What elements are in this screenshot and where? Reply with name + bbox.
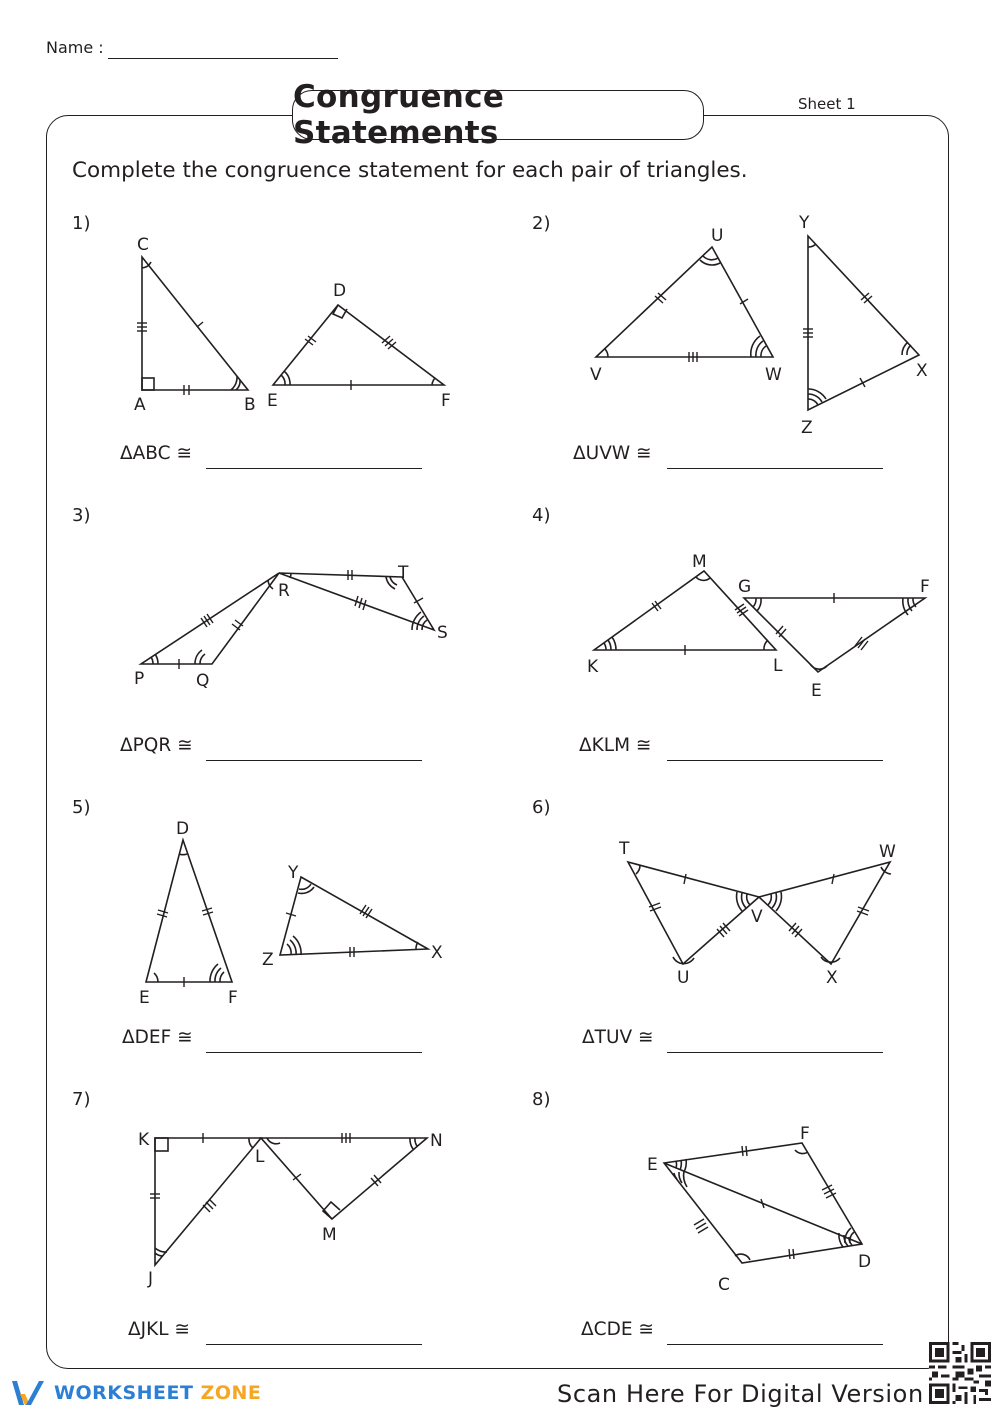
congruence-statement: ΔKLM ≅ [579,735,652,756]
triangle-gfe [744,593,925,672]
problem-number: 7) [72,1089,91,1110]
congruence-statement: ΔPQR ≅ [120,735,193,756]
vertex-label: J [148,1269,154,1289]
congruence-statement: ΔABC ≅ [120,443,192,464]
triangle-abc [137,257,248,395]
vertex-label: A [134,395,146,415]
triangle-def-5 [146,840,232,987]
vertex-label: R [278,581,290,601]
vertex-label: X [826,968,838,988]
sheet-label: Sheet 1 [798,95,856,113]
vertex-label: F [800,1124,810,1144]
triangle-rts [279,570,434,630]
problem-number: 5) [72,797,91,818]
vertex-label: W [765,365,782,385]
vertex-label: N [430,1131,443,1151]
instructions: Complete the congruence statement for each pair of triangles. [72,158,748,183]
vertex-label: P [134,669,145,689]
qr-code-icon[interactable] [929,1342,991,1404]
name-label: Name : [46,38,104,57]
vertex-label: D [858,1252,872,1272]
vertex-label: E [647,1155,658,1175]
vertex-label: X [916,361,928,381]
vertex-label: Y [288,863,299,883]
vertex-label: E [811,681,822,701]
vertex-label: C [137,235,149,255]
worksheetzone-logo-icon [10,1378,48,1408]
vertex-label: T [398,563,409,583]
vertex-label: F [441,391,451,411]
vertex-label: S [437,623,448,643]
problem-number: 6) [532,797,551,818]
vertex-label: W [879,842,896,862]
problem-number: 8) [532,1089,551,1110]
problem-number: 4) [532,505,551,526]
triangle-yxz [803,236,919,410]
vertex-label: Z [801,418,813,438]
vertex-label: X [431,943,443,963]
vertex-label: L [773,656,783,676]
scan-instruction: Scan Here For Digital Version [557,1380,924,1408]
congruence-statement: ΔTUV ≅ [582,1027,654,1048]
problem-number: 2) [532,213,551,234]
vertex-label: G [738,577,752,597]
vertex-label: U [677,968,690,988]
problem-number: 3) [72,505,91,526]
vertex-label: D [333,281,347,301]
triangle-pqr [141,573,279,669]
congruence-statement: ΔJKL ≅ [128,1319,190,1340]
vertex-labels [134,213,930,1295]
vertex-label: K [138,1130,150,1150]
vertex-label: T [619,839,630,859]
vertex-label: K [587,657,599,677]
triangles-jkl-mnl [150,1133,427,1265]
brand-name [54,1382,261,1404]
vertex-label: M [322,1225,337,1245]
problem-number: 1) [72,213,91,234]
vertex-label: E [267,391,278,411]
congruence-statement: ΔDEF ≅ [122,1027,193,1048]
congruence-statement: ΔUVW ≅ [573,443,652,464]
vertex-label: F [228,988,238,1008]
vertex-label: L [255,1147,265,1167]
vertex-label: D [176,819,190,839]
worksheetzone-logo[interactable] [10,1378,261,1408]
vertex-label: Y [799,213,810,233]
vertex-label: Q [196,671,210,691]
vertex-label: E [139,988,150,1008]
brand-part-1: WORKSHEET [54,1382,194,1404]
vertex-label: U [711,226,724,246]
vertex-label: B [244,395,256,415]
congruence-statement: ΔCDE ≅ [581,1319,654,1340]
vertex-label: C [718,1275,730,1295]
triangle-yzx [280,877,428,957]
vertex-label: V [590,365,602,385]
vertex-label: Z [262,950,274,970]
triangle-def [273,305,444,390]
triangles-cde-efd [664,1143,862,1263]
vertex-label: F [920,577,930,597]
worksheet-title: Congruence Statements [292,90,704,140]
vertex-label: V [751,907,763,927]
brand-part-2: ZONE [200,1382,262,1404]
vertex-label: M [692,552,707,572]
triangle-uvw [596,247,773,362]
